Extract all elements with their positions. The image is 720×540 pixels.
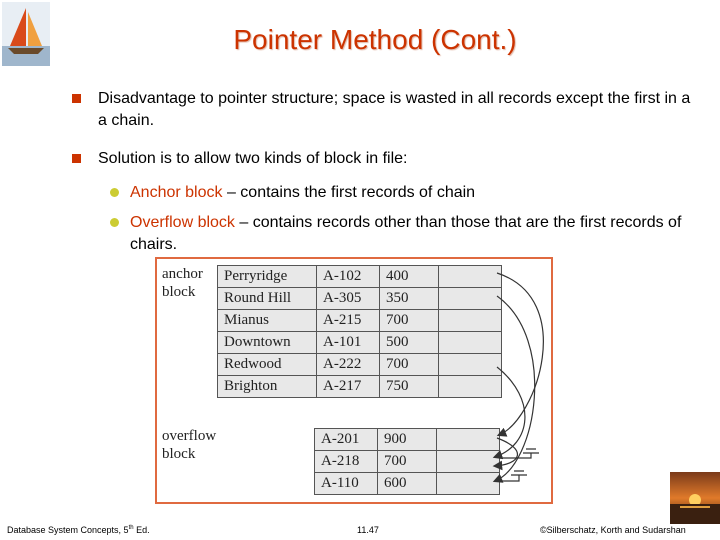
table-row: Redwood A-222 700: [218, 354, 502, 376]
sub-bullet-item: [72, 182, 692, 204]
square-bullet-icon: [72, 94, 81, 103]
bullet-item: [72, 148, 692, 170]
anchor-overflow-figure: [155, 257, 553, 504]
slide-title: Pointer Method (Cont.): [233, 24, 517, 55]
table-row: A-201 900: [315, 429, 500, 451]
footer-copyright: ©Silberschatz, Korth and Sudarshan: [540, 525, 686, 535]
sub-bullet-text: – contains records other than those that are the first records of chairs.: [130, 214, 682, 253]
sub-bullet-term: Overflow block: [130, 214, 235, 231]
sub-bullet-item: [72, 212, 692, 256]
round-bullet-icon: [110, 188, 119, 197]
bullet-list: [72, 88, 692, 264]
bullet-text: Solution is to allow two kinds of block in file:: [98, 150, 408, 167]
table-row: Perryridge A-102 400: [218, 266, 502, 288]
table-row: Mianus A-215 700: [218, 310, 502, 332]
footer-page-number: 11.47: [357, 525, 379, 535]
overflow-block-label: overflow block: [162, 428, 217, 462]
bullet-item: [72, 88, 692, 132]
table-row: Downtown A-101 500: [218, 332, 502, 354]
square-bullet-icon: [72, 154, 81, 163]
anchor-block-label: anchor block: [162, 266, 203, 300]
table-row: Round Hill A-305 350: [218, 288, 502, 310]
pointer-arrow: [497, 273, 543, 435]
sub-bullet-term: Anchor block: [130, 184, 223, 201]
table-row: Brighton A-217 750: [218, 376, 502, 398]
bullet-text: Disadvantage to pointer structure; space is wasted in all records except the first in a a chain.: [98, 90, 691, 129]
footer-book-title: Database System Concepts, 5th Ed.: [7, 525, 150, 535]
pointer-arrows: [157, 259, 551, 502]
table-row: A-110 600: [315, 473, 500, 495]
sub-bullet-text: – contains the first records of chain: [222, 184, 476, 201]
sunset-image: [670, 472, 720, 524]
table-row: A-218 700: [315, 451, 500, 473]
round-bullet-icon: [110, 218, 119, 227]
